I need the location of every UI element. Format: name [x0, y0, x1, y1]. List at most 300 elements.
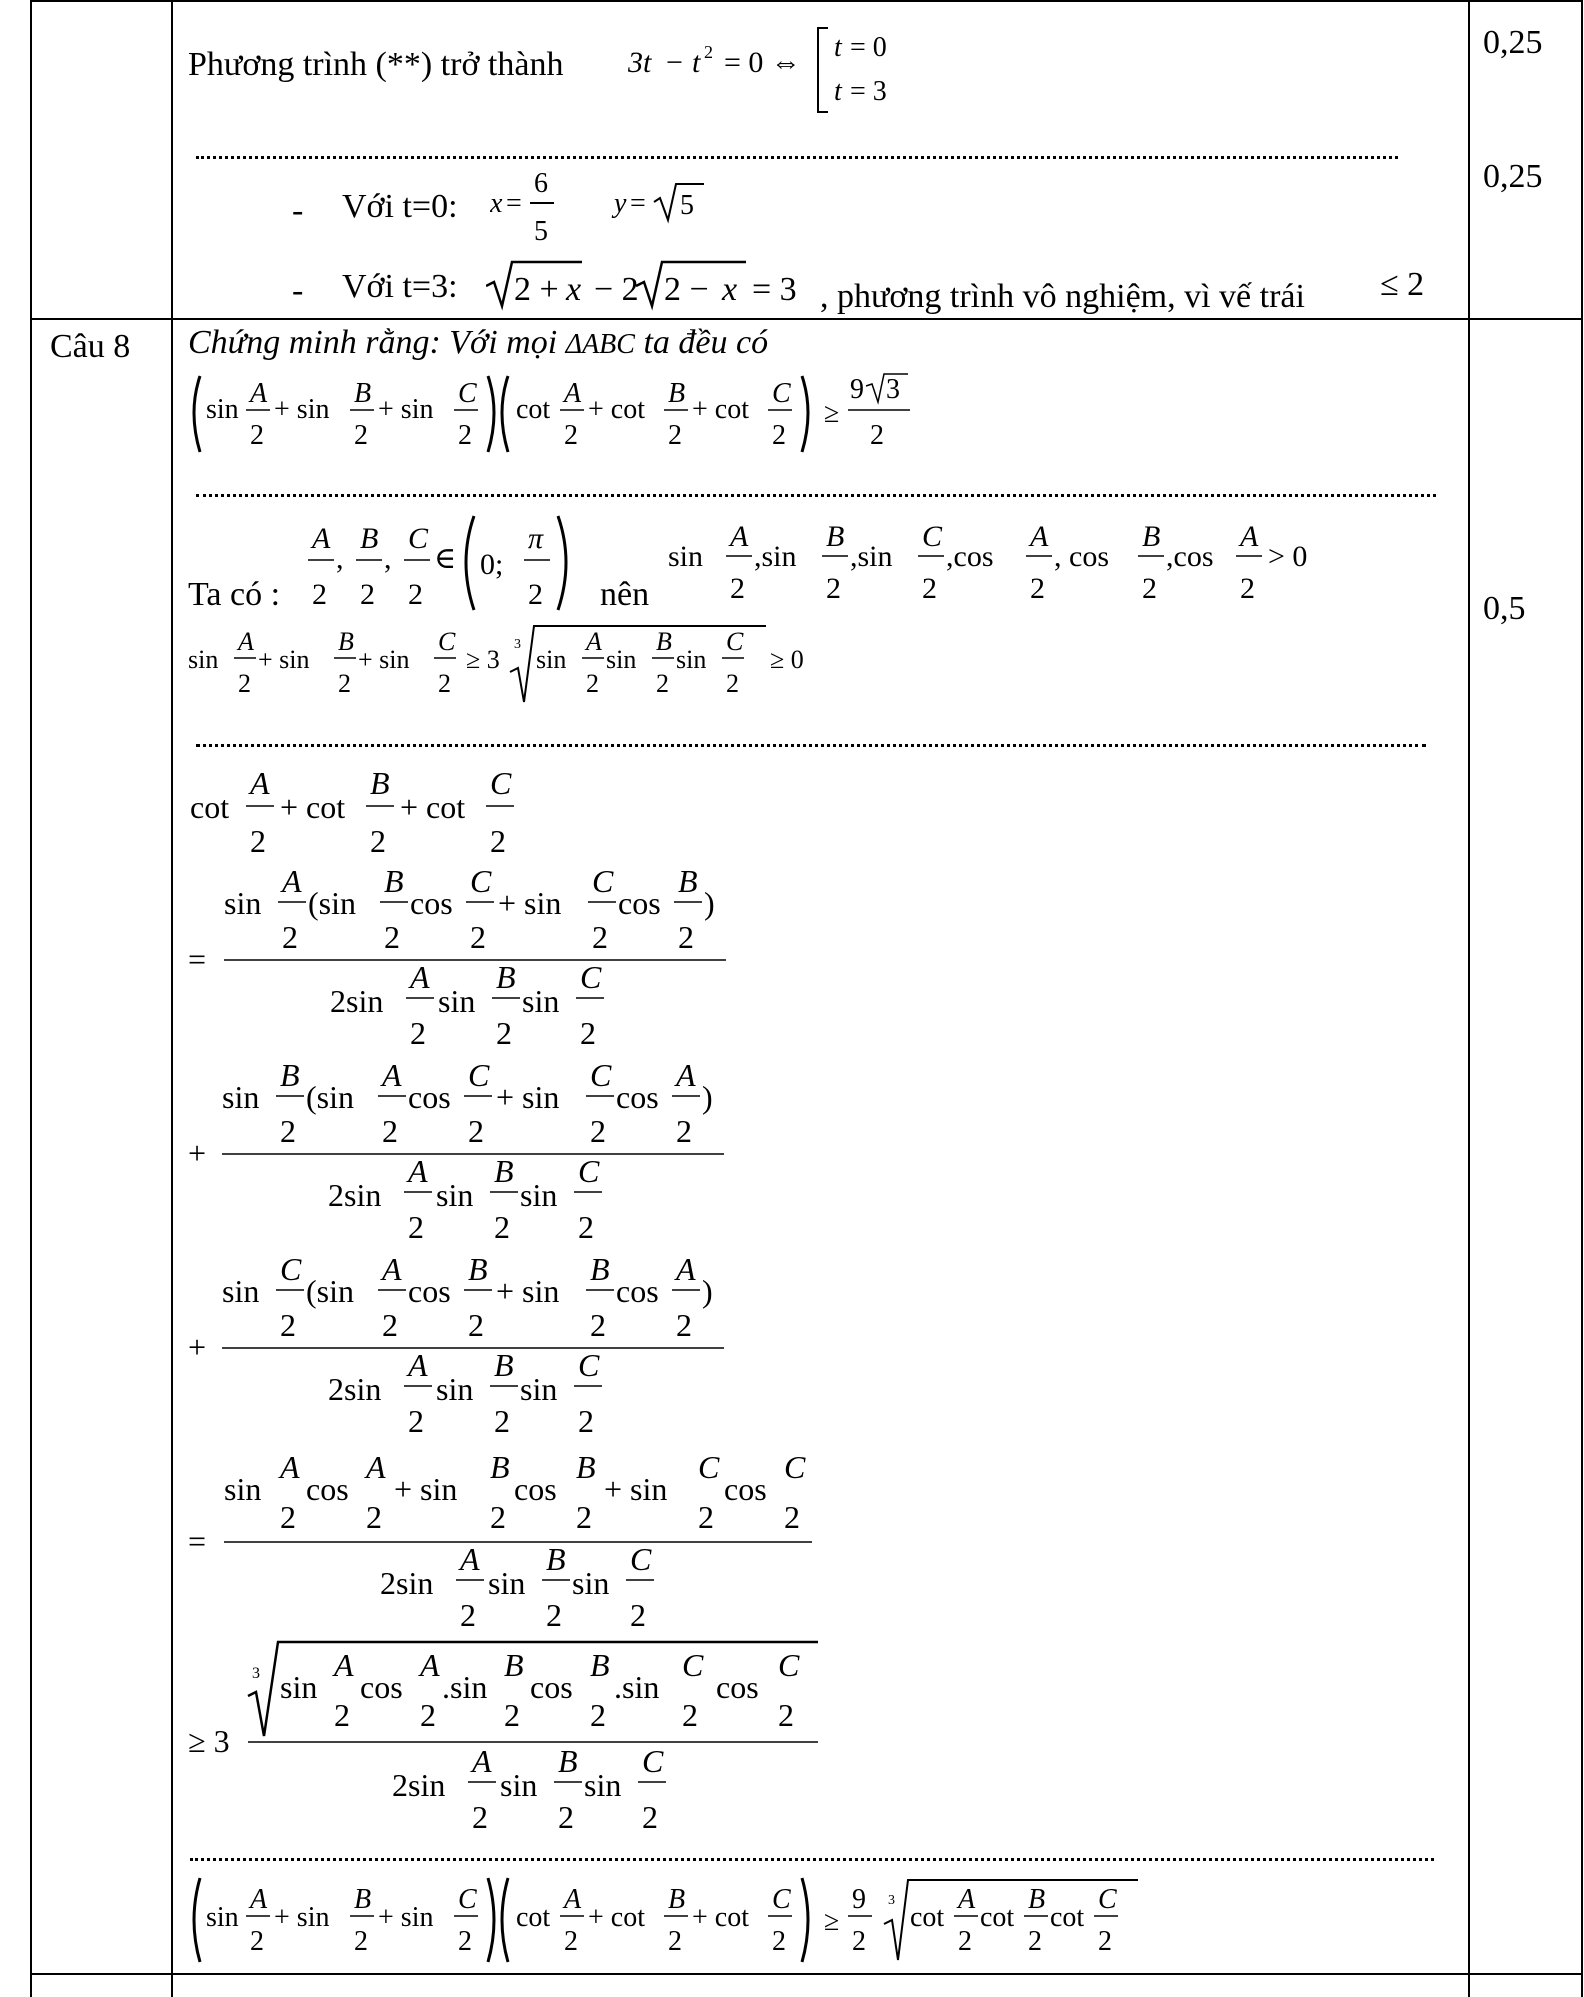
- svg-text:sin: sin: [520, 1177, 558, 1213]
- svg-text:2: 2: [528, 578, 543, 611]
- svg-text:2 −: 2 −: [664, 271, 709, 308]
- svg-text:cos: cos: [408, 1079, 451, 1115]
- svg-text:C: C: [408, 522, 429, 555]
- svg-text:A: A: [408, 1347, 428, 1383]
- svg-text:C: C: [280, 1251, 302, 1287]
- svg-text:cot: cot: [1050, 1902, 1085, 1933]
- svg-text:2: 2: [558, 1799, 574, 1835]
- svg-text:+ cot: + cot: [588, 1902, 645, 1933]
- svg-text:9: 9: [850, 374, 864, 405]
- svg-text:C: C: [772, 378, 791, 409]
- svg-text:C: C: [578, 1153, 600, 1189]
- svg-text:t: t: [834, 76, 842, 107]
- svg-text:C: C: [438, 627, 456, 656]
- svg-text:C: C: [698, 1449, 720, 1485]
- svg-text:,cos: ,cos: [1166, 540, 1214, 573]
- svg-text:2: 2: [676, 1113, 692, 1149]
- svg-text:cos: cos: [514, 1471, 557, 1507]
- svg-text:C: C: [642, 1743, 664, 1779]
- svg-text:cos: cos: [410, 885, 453, 921]
- svg-text:C: C: [630, 1541, 652, 1577]
- heading-end: ta đều có: [643, 324, 769, 361]
- svg-text:2: 2: [642, 1799, 658, 1835]
- svg-text:2: 2: [586, 669, 599, 698]
- svg-text:2: 2: [280, 1307, 296, 1343]
- bullet-dash: -: [292, 192, 304, 229]
- svg-text:A: A: [408, 1153, 428, 1189]
- svg-text:2: 2: [494, 1403, 510, 1439]
- svg-text:sin: sin: [280, 1669, 318, 1705]
- svg-text:2: 2: [496, 1015, 512, 1051]
- svg-text:2: 2: [772, 420, 786, 451]
- svg-text:≥: ≥: [824, 1906, 840, 1937]
- svg-text:C: C: [580, 959, 602, 995]
- svg-text:B: B: [280, 1057, 300, 1093]
- svg-text:(sin: (sin: [308, 885, 356, 921]
- svg-text:3: 3: [514, 637, 521, 652]
- svg-text:B: B: [590, 1647, 610, 1683]
- svg-text:2: 2: [564, 1926, 578, 1957]
- svg-text:+ sin: + sin: [274, 394, 330, 425]
- svg-text:2: 2: [630, 1597, 646, 1633]
- table-divider-score: [1468, 0, 1470, 1997]
- svg-text:cos: cos: [716, 1669, 759, 1705]
- svg-text:B: B: [468, 1251, 488, 1287]
- svg-text:cos: cos: [360, 1669, 403, 1705]
- svg-text:2: 2: [590, 1113, 606, 1149]
- svg-text:2: 2: [468, 1307, 484, 1343]
- expansion-term-1: [188, 862, 748, 1052]
- svg-text:sin: sin: [206, 1902, 239, 1933]
- table-top-border: [30, 0, 1583, 2]
- svg-text:B: B: [494, 1153, 514, 1189]
- svg-text:A: A: [1030, 520, 1049, 553]
- svg-text:2: 2: [730, 572, 745, 605]
- svg-text:=: =: [506, 188, 522, 219]
- svg-text:2: 2: [408, 1403, 424, 1439]
- svg-text:2: 2: [382, 1113, 398, 1149]
- svg-text:x: x: [566, 271, 582, 308]
- svg-text:2: 2: [590, 1307, 606, 1343]
- am-gm-step: [188, 1636, 828, 1836]
- svg-text:π: π: [528, 522, 544, 555]
- svg-text:3: 3: [888, 1893, 895, 1908]
- le-two: ≤ 2: [1380, 266, 1425, 303]
- svg-text:B: B: [546, 1541, 566, 1577]
- svg-text:2: 2: [772, 1926, 786, 1957]
- svg-text:2sin: 2sin: [328, 1371, 382, 1407]
- svg-text:C: C: [458, 1884, 477, 1915]
- svg-text:B: B: [1142, 520, 1161, 553]
- svg-text:+ sin: + sin: [496, 1273, 560, 1309]
- svg-text:B: B: [668, 1884, 686, 1915]
- svg-text:sin: sin: [222, 1273, 260, 1309]
- svg-text:B: B: [490, 1449, 510, 1485]
- svg-text:A: A: [564, 1884, 582, 1915]
- svg-text:2: 2: [958, 1926, 972, 1957]
- svg-text:2: 2: [408, 578, 423, 611]
- svg-text:+ sin: + sin: [274, 1902, 330, 1933]
- case-t0-solution: [490, 170, 730, 260]
- svg-text:2: 2: [250, 1926, 264, 1957]
- svg-text:2: 2: [592, 919, 608, 955]
- svg-text:cot: cot: [190, 789, 230, 825]
- svg-text:(sin: (sin: [306, 1079, 354, 1115]
- svg-text:cot: cot: [980, 1902, 1015, 1933]
- svg-text:2: 2: [366, 1499, 382, 1535]
- svg-text:2: 2: [1240, 572, 1255, 605]
- svg-text:2: 2: [698, 1499, 714, 1535]
- svg-text:−: −: [666, 46, 683, 79]
- svg-text:t: t: [834, 32, 842, 63]
- svg-text:2: 2: [280, 1499, 296, 1535]
- case-t3-equation: [486, 256, 826, 316]
- svg-text:sin: sin: [676, 645, 707, 674]
- svg-text:2: 2: [382, 1307, 398, 1343]
- svg-text:2: 2: [826, 572, 841, 605]
- case-t3-label: Với t=3:: [342, 268, 458, 305]
- svg-text:B: B: [558, 1743, 578, 1779]
- svg-text:2: 2: [238, 669, 251, 698]
- svg-text:B: B: [668, 378, 686, 409]
- simplified-sum: [188, 1444, 828, 1634]
- dotted-separator-4: [190, 1858, 1434, 1861]
- svg-text:2: 2: [564, 420, 578, 451]
- dotted-separator: [196, 156, 1398, 159]
- svg-text:A: A: [676, 1057, 696, 1093]
- svg-text:sin: sin: [572, 1565, 610, 1601]
- svg-text:A: A: [312, 522, 331, 555]
- svg-text:2: 2: [282, 919, 298, 955]
- svg-text:2: 2: [704, 42, 713, 62]
- svg-text:≥ 3: ≥ 3: [188, 1723, 230, 1759]
- svg-text:A: A: [250, 378, 268, 409]
- equation-quadratic: [628, 20, 908, 120]
- svg-text:2: 2: [1030, 572, 1045, 605]
- svg-text:5: 5: [680, 190, 694, 221]
- equation-intro-text: Phương trình (**) trở thành: [188, 46, 564, 83]
- svg-text:2: 2: [778, 1697, 794, 1733]
- svg-text:): ): [702, 1079, 713, 1115]
- bullet-dash-2: -: [292, 272, 304, 309]
- svg-text:2: 2: [504, 1697, 520, 1733]
- svg-text:2: 2: [678, 919, 694, 955]
- svg-text:cos: cos: [616, 1079, 659, 1115]
- svg-text:+ sin: + sin: [358, 645, 410, 674]
- svg-text:+ sin: + sin: [378, 1902, 434, 1933]
- svg-text:C: C: [1098, 1884, 1117, 1915]
- svg-text:+ sin: + sin: [378, 394, 434, 425]
- svg-text:C: C: [468, 1057, 490, 1093]
- svg-text:cos: cos: [724, 1471, 767, 1507]
- svg-text:2: 2: [472, 1799, 488, 1835]
- table-border-left: [30, 0, 32, 1997]
- svg-text:sin: sin: [436, 1177, 474, 1213]
- svg-text:2: 2: [922, 572, 937, 605]
- svg-text:+ cot: + cot: [588, 394, 645, 425]
- table-divider-content: [171, 0, 173, 1997]
- svg-text:9: 9: [852, 1884, 866, 1915]
- svg-text:+ sin: + sin: [496, 1079, 560, 1115]
- svg-text:− 2: − 2: [594, 271, 639, 308]
- svg-text:2: 2: [490, 1499, 506, 1535]
- svg-text:2: 2: [334, 1697, 350, 1733]
- no-solution-text: , phương trình vô nghiệm, vì vế trái: [820, 278, 1305, 315]
- svg-text:2: 2: [312, 578, 327, 611]
- expansion-term-3: [188, 1250, 748, 1440]
- heading-text: Chứng minh rằng: Với mọi: [188, 324, 558, 361]
- svg-text:x: x: [722, 271, 738, 308]
- svg-text:cot: cot: [516, 1902, 551, 1933]
- svg-text:3: 3: [886, 374, 900, 405]
- svg-text:A: A: [958, 1884, 976, 1915]
- svg-text:): ): [702, 1273, 713, 1309]
- svg-text:2: 2: [676, 1307, 692, 1343]
- svg-text:sin: sin: [224, 1471, 262, 1507]
- svg-text:C: C: [922, 520, 943, 553]
- svg-text:0;: 0;: [480, 548, 504, 581]
- svg-text:3t: 3t: [628, 46, 652, 79]
- svg-text:A: A: [382, 1251, 402, 1287]
- svg-text:C: C: [590, 1057, 612, 1093]
- final-inequality: [186, 1874, 1146, 1970]
- svg-text:cos: cos: [306, 1471, 349, 1507]
- svg-text:A: A: [564, 378, 582, 409]
- svg-text:sin: sin: [584, 1767, 622, 1803]
- svg-text:): ): [704, 885, 715, 921]
- svg-text:2: 2: [578, 1403, 594, 1439]
- svg-text:A: A: [730, 520, 749, 553]
- svg-text:A: A: [1240, 520, 1259, 553]
- svg-text:C: C: [726, 627, 744, 656]
- svg-text:2: 2: [438, 669, 451, 698]
- heading-triangle: ΔABC: [565, 329, 635, 360]
- svg-text:A: A: [676, 1251, 696, 1287]
- svg-text:2: 2: [852, 1926, 866, 1957]
- svg-text:2: 2: [590, 1697, 606, 1733]
- svg-text:B: B: [656, 627, 672, 656]
- svg-text:2: 2: [494, 1209, 510, 1245]
- score-0-25-b: 0,25: [1483, 158, 1543, 195]
- svg-text:2: 2: [668, 420, 682, 451]
- svg-text:C: C: [578, 1347, 600, 1383]
- question-label: Câu 8: [50, 328, 131, 365]
- svg-text:2sin: 2sin: [328, 1177, 382, 1213]
- svg-text:+ sin: + sin: [258, 645, 310, 674]
- svg-text:= 3: = 3: [752, 271, 797, 308]
- svg-text:sin: sin: [438, 983, 476, 1019]
- svg-text:=: =: [188, 941, 207, 977]
- svg-text:cot: cot: [910, 1902, 945, 1933]
- svg-text:sin: sin: [436, 1371, 474, 1407]
- svg-text:B: B: [370, 765, 390, 801]
- svg-text:A: A: [382, 1057, 402, 1093]
- score-0-5: 0,5: [1483, 590, 1526, 627]
- svg-text:(sin: (sin: [306, 1273, 354, 1309]
- svg-text:6: 6: [534, 170, 548, 199]
- statement-inequality: [186, 372, 926, 462]
- svg-text:A: A: [410, 959, 430, 995]
- svg-text:2: 2: [578, 1209, 594, 1245]
- svg-text:= 0 ⇔: = 0 ⇔: [724, 46, 801, 79]
- row-separator: [30, 318, 1583, 320]
- svg-text:B: B: [590, 1251, 610, 1287]
- nen-text: nên: [600, 576, 650, 613]
- svg-text:x: x: [490, 188, 503, 219]
- svg-text:2 +: 2 +: [514, 271, 559, 308]
- svg-text:A: A: [420, 1647, 440, 1683]
- svg-text:sin: sin: [522, 983, 560, 1019]
- svg-text:B: B: [360, 522, 379, 555]
- angle-range: [306, 508, 596, 618]
- svg-text:2: 2: [408, 1209, 424, 1245]
- svg-text:2: 2: [1142, 572, 1157, 605]
- svg-text:A: A: [282, 863, 302, 899]
- table-bottom-border: [30, 1973, 1583, 1975]
- svg-text:C: C: [772, 1884, 791, 1915]
- svg-text:2: 2: [280, 1113, 296, 1149]
- cot-sum: [190, 758, 530, 858]
- svg-text:A: A: [586, 627, 602, 656]
- svg-text:2: 2: [726, 669, 739, 698]
- svg-text:A: A: [250, 1884, 268, 1915]
- svg-text:2: 2: [460, 1597, 476, 1633]
- svg-text:.sin: .sin: [614, 1669, 660, 1705]
- svg-text:2: 2: [490, 823, 506, 858]
- svg-text:= 3: = 3: [850, 76, 887, 107]
- svg-text:2: 2: [250, 823, 266, 858]
- svg-text:cos: cos: [408, 1273, 451, 1309]
- svg-text:∈: ∈: [434, 542, 457, 575]
- svg-text:cos: cos: [618, 885, 661, 921]
- svg-text:B: B: [504, 1647, 524, 1683]
- taco-text: Ta có :: [188, 576, 281, 613]
- svg-text:C: C: [470, 863, 492, 899]
- score-0-25-a: 0,25: [1483, 24, 1543, 61]
- dotted-separator-3: [196, 744, 1426, 747]
- svg-text:2: 2: [682, 1697, 698, 1733]
- svg-text:2: 2: [870, 420, 884, 451]
- svg-text:2: 2: [370, 823, 386, 858]
- svg-text:≥ 0: ≥ 0: [770, 645, 804, 674]
- case-t0-label: Với t=0:: [342, 188, 458, 225]
- svg-text:,sin: ,sin: [754, 540, 797, 573]
- svg-text:y: y: [614, 188, 627, 219]
- svg-text:2: 2: [410, 1015, 426, 1051]
- svg-text:t: t: [692, 46, 701, 79]
- svg-text:A: A: [460, 1541, 480, 1577]
- svg-text:sin: sin: [520, 1371, 558, 1407]
- svg-text:cos: cos: [616, 1273, 659, 1309]
- svg-text:sin: sin: [224, 885, 262, 921]
- svg-text:2: 2: [354, 420, 368, 451]
- svg-text:2: 2: [384, 919, 400, 955]
- svg-text:+ cot: + cot: [692, 1902, 749, 1933]
- svg-text:> 0: > 0: [1268, 540, 1308, 573]
- svg-text:A: A: [250, 765, 270, 801]
- svg-text:sin: sin: [222, 1079, 260, 1115]
- svg-text:≥ 3: ≥ 3: [466, 645, 500, 674]
- svg-text:A: A: [366, 1449, 386, 1485]
- svg-text:2: 2: [1098, 1926, 1112, 1957]
- table-border-right: [1581, 0, 1583, 1997]
- svg-text:A: A: [472, 1743, 492, 1779]
- svg-text:B: B: [354, 1884, 372, 1915]
- svg-text:2: 2: [420, 1697, 436, 1733]
- svg-text:B: B: [496, 959, 516, 995]
- svg-text:sin: sin: [536, 645, 567, 674]
- svg-text:cos: cos: [530, 1669, 573, 1705]
- svg-text:sin: sin: [206, 394, 239, 425]
- svg-text:sin: sin: [668, 540, 704, 573]
- question-heading: [188, 326, 768, 360]
- svg-text:A: A: [280, 1449, 300, 1485]
- expansion-term-2: [188, 1056, 748, 1246]
- svg-text:2: 2: [338, 669, 351, 698]
- svg-text:C: C: [784, 1449, 806, 1485]
- svg-text:+ cot: + cot: [692, 394, 749, 425]
- svg-text:=: =: [630, 188, 646, 219]
- svg-text:+: +: [188, 1329, 207, 1365]
- svg-text:2: 2: [576, 1499, 592, 1535]
- svg-text:B: B: [576, 1449, 596, 1485]
- svg-text:, cos: , cos: [1054, 540, 1109, 573]
- svg-text:B: B: [826, 520, 845, 553]
- svg-text:+ cot: + cot: [400, 789, 466, 825]
- svg-text:3: 3: [252, 1665, 260, 1682]
- svg-text:,: ,: [336, 542, 344, 575]
- svg-text:2: 2: [458, 420, 472, 451]
- svg-text:2: 2: [250, 420, 264, 451]
- svg-text:C: C: [778, 1647, 800, 1683]
- svg-text:+ sin: + sin: [604, 1471, 668, 1507]
- svg-text:B: B: [354, 378, 372, 409]
- svg-text:B: B: [678, 863, 698, 899]
- svg-text:2: 2: [458, 1926, 472, 1957]
- svg-text:B: B: [384, 863, 404, 899]
- svg-text:A: A: [334, 1647, 354, 1683]
- svg-text:,cos: ,cos: [946, 540, 994, 573]
- svg-text:sin: sin: [606, 645, 637, 674]
- svg-text:,sin: ,sin: [850, 540, 893, 573]
- dotted-separator-2: [196, 494, 1436, 497]
- svg-text:+ sin: + sin: [394, 1471, 458, 1507]
- svg-text:sin: sin: [488, 1565, 526, 1601]
- svg-text:2: 2: [360, 578, 375, 611]
- svg-text:C: C: [592, 863, 614, 899]
- svg-text:2: 2: [656, 669, 669, 698]
- svg-text:2: 2: [468, 1113, 484, 1149]
- svg-text:2sin: 2sin: [392, 1767, 446, 1803]
- svg-text:2: 2: [546, 1597, 562, 1633]
- svg-text:cot: cot: [516, 394, 551, 425]
- am-gm-sin: [188, 622, 828, 712]
- svg-text:C: C: [458, 378, 477, 409]
- svg-text:C: C: [682, 1647, 704, 1683]
- svg-text:sin: sin: [188, 645, 219, 674]
- svg-text:2: 2: [668, 1926, 682, 1957]
- svg-text:2: 2: [1028, 1926, 1042, 1957]
- svg-text:A: A: [238, 627, 254, 656]
- svg-text:sin: sin: [500, 1767, 538, 1803]
- svg-text:+ cot: + cot: [280, 789, 346, 825]
- svg-text:B: B: [1028, 1884, 1046, 1915]
- svg-text:B: B: [494, 1347, 514, 1383]
- svg-text:C: C: [490, 765, 512, 801]
- svg-text:B: B: [338, 627, 354, 656]
- svg-text:2: 2: [580, 1015, 596, 1051]
- svg-text:= 0: = 0: [850, 32, 887, 63]
